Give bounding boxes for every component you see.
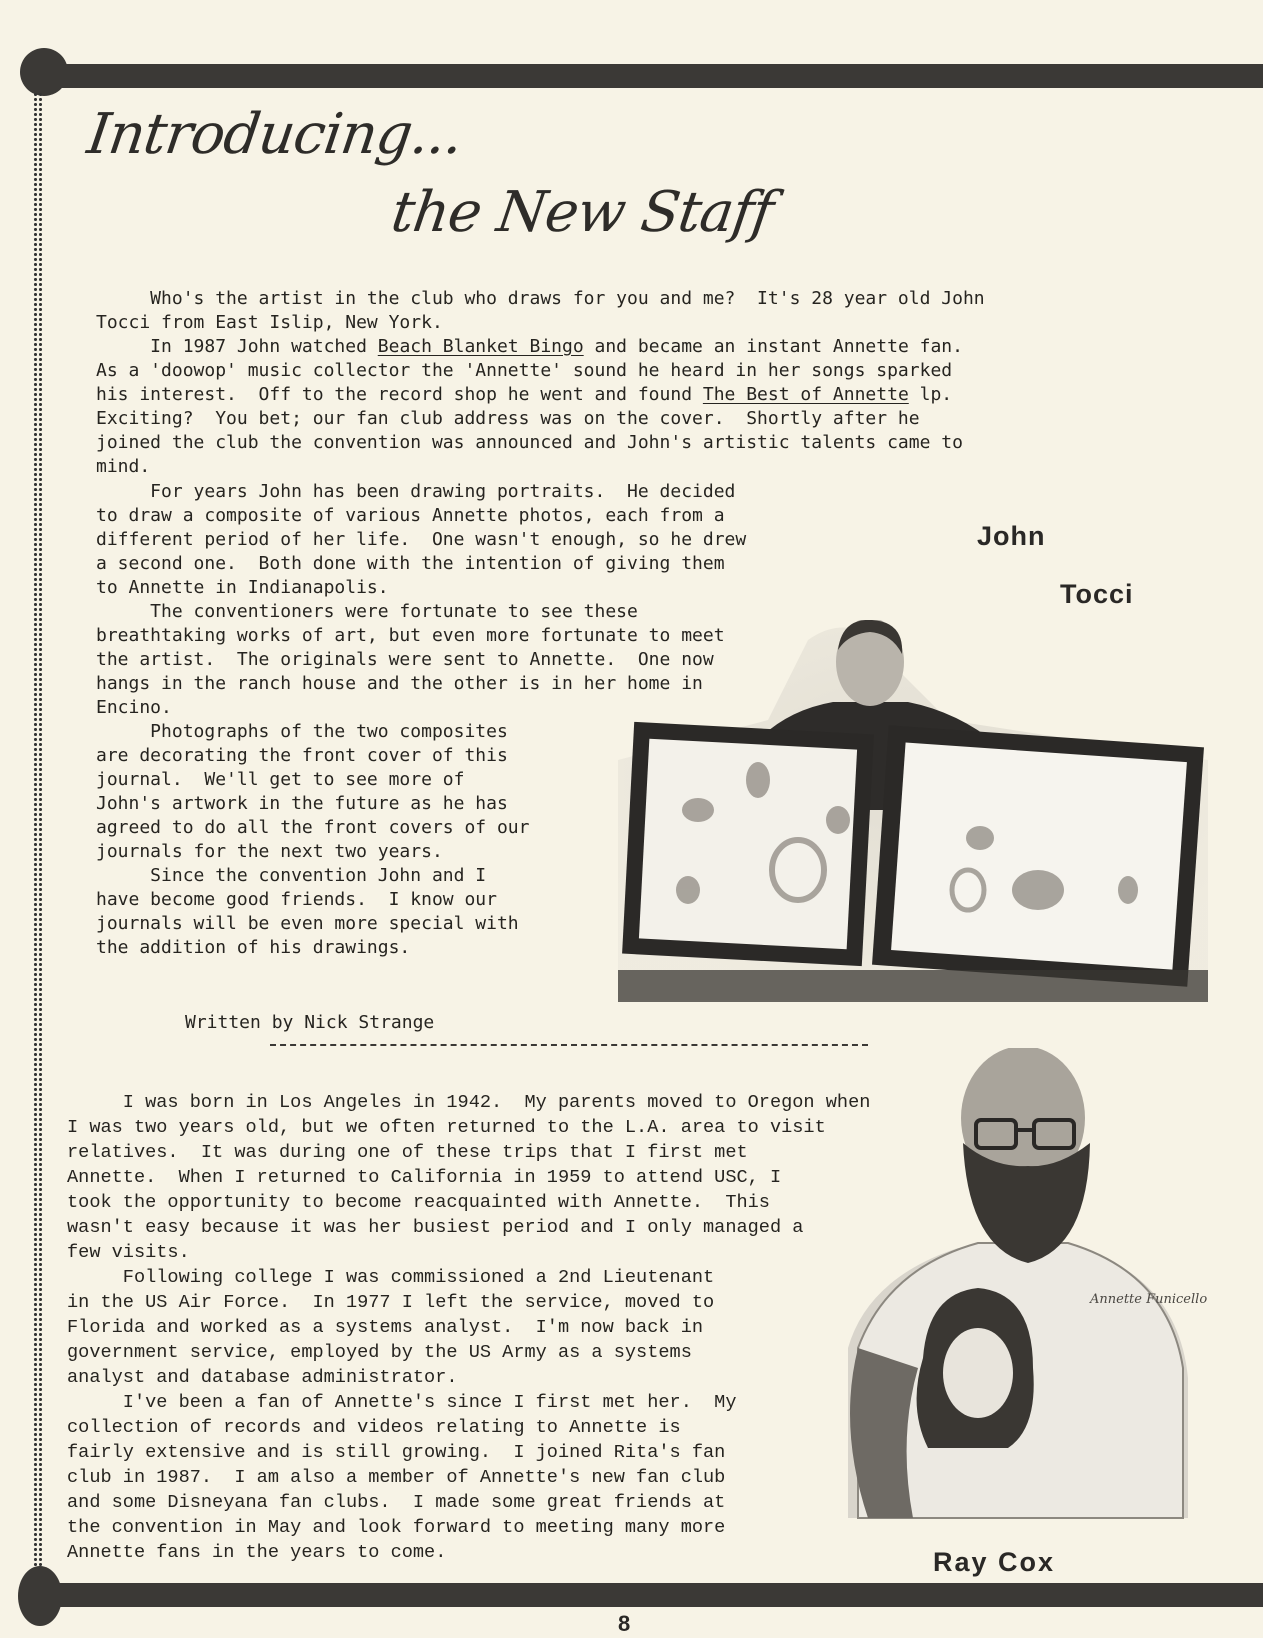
paragraph: and some Disneyana fan clubs. I made some great friends at (67, 1492, 726, 1513)
paragraph: Tocci from East Islip, New York. (96, 312, 443, 333)
paragraph: I was two years old, but we often returned to the L.A. area to visit (67, 1117, 826, 1138)
paragraph: to draw a composite of various Annette photos, each from a (96, 505, 725, 526)
paragraph: breathtaking works of art, but even more fortunate to meet (96, 625, 725, 646)
paragraph: joined the club the convention was announced and John's artistic talents came to (96, 432, 963, 453)
paragraph: I was born in Los Angeles in 1942. My parents moved to Oregon when (67, 1092, 871, 1113)
paragraph: his interest. Off to the record shop he went and found The Best of Annette lp. (96, 384, 953, 405)
paragraph: are decorating the front cover of this (96, 745, 508, 766)
paragraph: collection of records and videos relating to Annette is (67, 1417, 681, 1438)
paragraph: journals for the next two years. (96, 841, 443, 862)
paragraph: the addition of his drawings. (96, 937, 411, 958)
page-number: 8 (618, 1611, 631, 1636)
paragraph: Florida and worked as a systems analyst. I'm now back in (67, 1317, 704, 1338)
section-divider (270, 1044, 868, 1046)
paragraph: Following college I was commissioned a 2nd Lieutenant (67, 1267, 715, 1288)
paragraph: I've been a fan of Annette's since I first met her. My (67, 1392, 737, 1413)
paragraph: Exciting? You bet; our fan club address was on the cover. Shortly after he (96, 408, 920, 429)
paragraph: took the opportunity to become reacquainted with Annette. This (67, 1192, 770, 1213)
paragraph: mind. (96, 456, 151, 477)
paragraph: John's artwork in the future as he has (96, 793, 508, 814)
paragraph: As a 'doowop' music collector the 'Annette' sound he heard in her songs sparked (96, 360, 953, 381)
paragraph: few visits. (67, 1242, 190, 1263)
paragraph: to Annette in Indianapolis. (96, 577, 389, 598)
byline: Written by Nick Strange (185, 1012, 435, 1033)
paragraph: the convention in May and look forward to meeting many more (67, 1517, 726, 1538)
paragraph: Photographs of the two composites (96, 721, 508, 742)
caption-john: John (977, 521, 1046, 551)
puppet-face (943, 1328, 1013, 1418)
frame-dotted-border (33, 92, 43, 1567)
paragraph: The conventioners were fortunate to see these (96, 601, 638, 622)
paragraph: government service, employed by the US Army as a systems (67, 1342, 692, 1363)
paragraph: wasn't easy because it was her busiest period and I only managed a (67, 1217, 804, 1238)
paragraph: Encino. (96, 697, 172, 718)
paragraph: journals will be even more special with (96, 913, 519, 934)
paragraph: the artist. The originals were sent to Annette. One now (96, 649, 714, 670)
frame-bottom-bar (30, 1583, 1263, 1607)
paragraph: fairly extensive and is still growing. I joined Rita's fan (67, 1442, 726, 1463)
movie-title: Beach Blanket Bingo (377, 336, 584, 357)
paragraph: Who's the artist in the club who draws for you and me? It's 28 year old John (96, 288, 985, 309)
caption-tocci: Tocci (1060, 579, 1134, 609)
paragraph: a second one. Both done with the intention of giving them (96, 553, 725, 574)
paragraph: different period of her life. One wasn't enough, so he drew (96, 529, 747, 550)
album-title: The Best of Annette (702, 384, 909, 405)
paragraph: hangs in the ranch house and the other is in her home in (96, 673, 703, 694)
paragraph: journal. We'll get to see more of (96, 769, 465, 790)
paragraph: Annette. When I returned to California in 1959 to attend USC, I (67, 1167, 782, 1188)
paragraph: have become good friends. I know our (96, 889, 497, 910)
paragraph: Annette fans in the years to come. (67, 1542, 447, 1563)
ray-cox-photo (828, 1048, 1208, 1530)
paragraph: in the US Air Force. In 1977 I left the service, moved to (67, 1292, 715, 1313)
paragraph: Since the convention John and I (96, 865, 487, 886)
drawing-right-paper (891, 742, 1187, 969)
paragraph: relatives. It was during one of these trips that I first met (67, 1142, 748, 1163)
paragraph: analyst and database administrator. (67, 1367, 458, 1388)
photo-bottom-shadow (618, 970, 1208, 1002)
page-title-line-2: the New Staff (387, 180, 777, 245)
shirt-embroidery: Annette Funicello (1090, 1292, 1208, 1307)
paragraph: agreed to do all the front covers of our (96, 817, 530, 838)
caption-ray-cox: Ray Cox (933, 1547, 1056, 1577)
paragraph: For years John has been drawing portraits. He decided (96, 481, 736, 502)
frame-top-bar (30, 64, 1263, 88)
page-title-line-1: Introducing... (83, 102, 467, 167)
paragraph: club in 1987. I am also a member of Annette's new fan club (67, 1467, 726, 1488)
paragraph: In 1987 John watched Beach Blanket Bingo and became an instant Annette fan. (96, 336, 963, 357)
